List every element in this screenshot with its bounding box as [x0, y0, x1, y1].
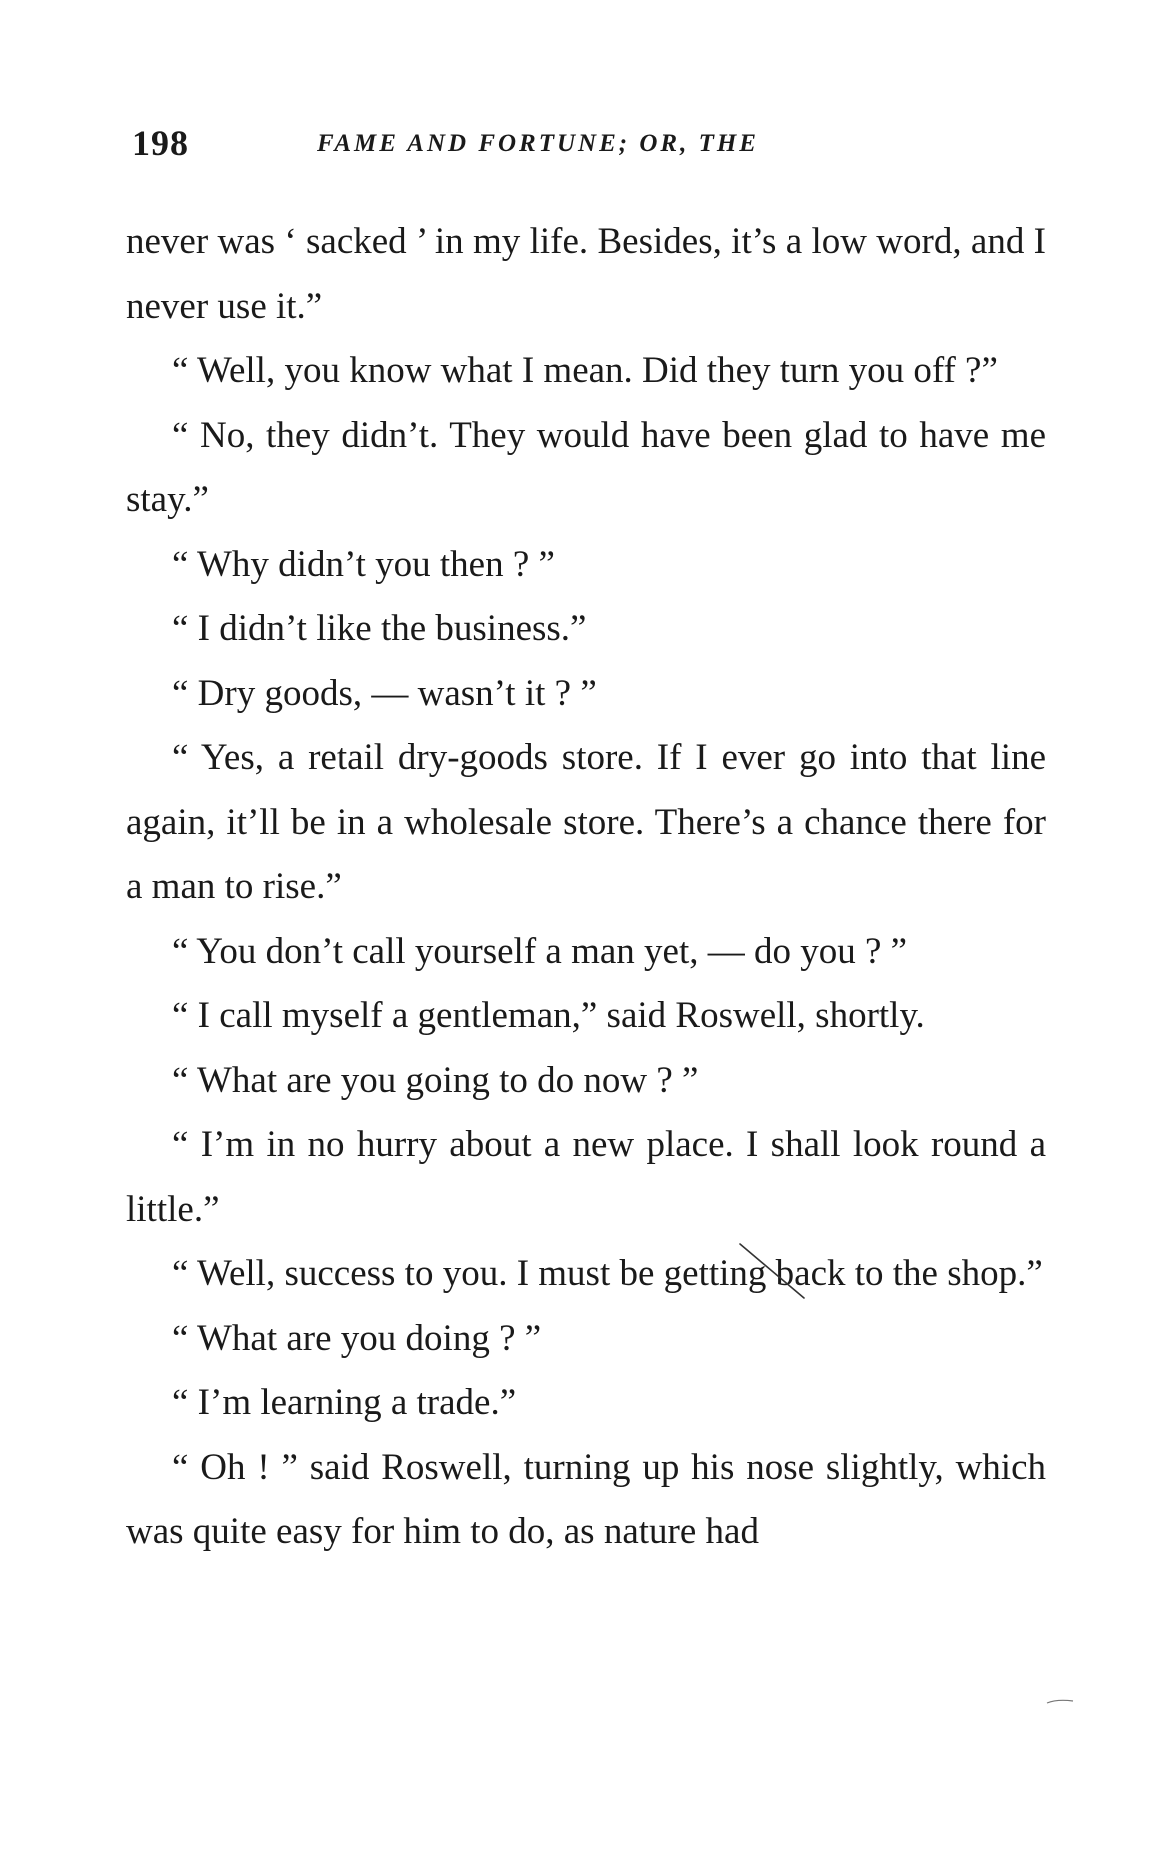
- page-header: [132, 122, 1052, 172]
- paragraph: never was ‘ sacked ’ in my life. Besides, it’s a low word, and I never use it.”: [126, 221, 1046, 327]
- ink-smudge: [1045, 1695, 1075, 1707]
- page-number: 198: [132, 123, 189, 163]
- paragraph: “ Well, you know what I mean. Did they turn you off ?”: [172, 350, 998, 391]
- paragraph: “ I’m learning a trade.”: [172, 1382, 517, 1423]
- paragraph: “ I’m in no hurry about a new place. I shall look round a little.”: [126, 1124, 1046, 1230]
- pencil-mark: [738, 1242, 808, 1302]
- paragraph: “ Dry goods, — wasn’t it ? ”: [172, 672, 597, 714]
- paragraph: “ No, they didn’t. They would have been glad to have me stay.”: [126, 414, 1046, 520]
- paragraph: “ Well, success to you. I must be getting back to the shop.”: [172, 1253, 1043, 1294]
- paragraph: “ I call myself a gentleman,” said Roswell, shortly.: [172, 995, 925, 1036]
- paragraph: “ Why didn’t you then ? ”: [172, 543, 555, 585]
- paragraph: “ I didn’t like the business.”: [172, 608, 587, 649]
- paragraph: “ Yes, a retail dry-goods store. If I ever go into that line again, it’ll be in a wholesale store. There’s a chance there for a man to rise.”: [126, 737, 1046, 907]
- paragraph: “ Oh ! ” said Roswell, turning up his nose slightly, which was quite easy for him to do, as nature had: [126, 1446, 1046, 1552]
- body-text: [126, 210, 1046, 1565]
- paragraph: “ What are you doing ? ”: [172, 1317, 542, 1359]
- paragraph: “ You don’t call yourself a man yet, — do you ? ”: [172, 930, 908, 972]
- running-head: FAME AND FORTUNE; OR, THE: [317, 130, 759, 157]
- paragraph: “ What are you going to do now ? ”: [172, 1059, 699, 1101]
